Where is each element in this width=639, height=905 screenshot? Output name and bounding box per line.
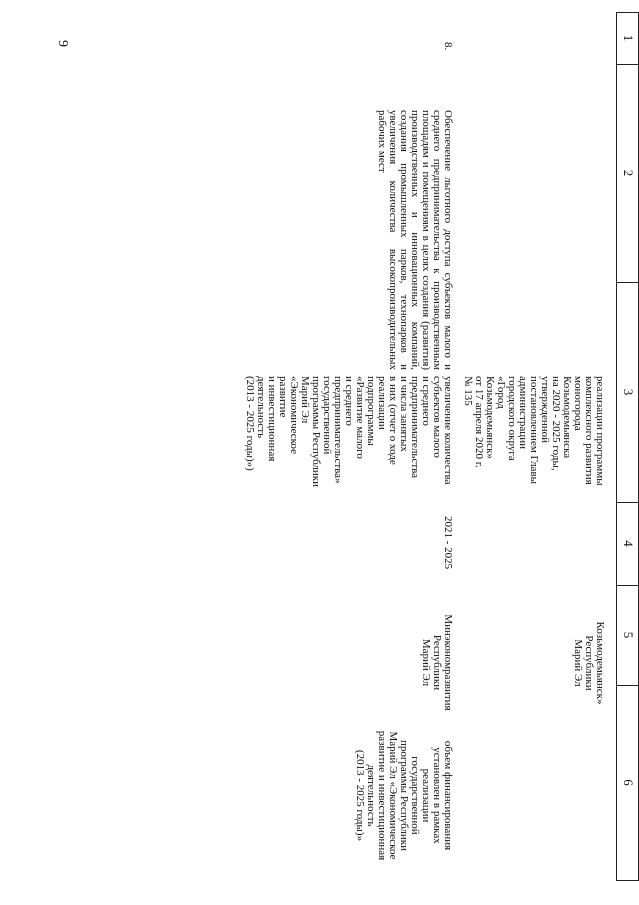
continuation-col5: Козьмодемьянск» Республики Марий Эл xyxy=(572,621,606,705)
header-divider xyxy=(617,880,639,881)
row8-financing: объем финансирования установлен в рамках реализации государственной программы Республики Марий Эл «Экономическое развитие и инвестиционная деятельность (2013 - 2025 годы)» xyxy=(354,730,454,861)
continuation-col3: реализации программы комплексного развития моногорода Козьмодемьянска на 2020 - 2025 годы, утвержденной постановлением Главы администрации городского округа «Город Козьмодемьянск» от 17 апреля 2020 г. № 135 xyxy=(462,376,606,486)
row8-period: 2021 - 2025 xyxy=(442,516,454,570)
header-col-6: 6 xyxy=(621,779,636,786)
header-col-2: 2 xyxy=(621,169,636,177)
row8-executor: Минэкономразвития Республики Марий Эл xyxy=(420,614,454,711)
page-number: 9 xyxy=(55,40,70,47)
header-col-4: 4 xyxy=(621,540,636,547)
row8-measure: Обеспечение льготного доступа субъектов малого и среднего предпринимательства к производственным площадям и помещениям в целях создания (развития) производственных и инновационных компаний, создания промышленных парков, технопарков и увеличения количества высокопроизводительных рабочих мест xyxy=(376,110,454,370)
header-col-3: 3 xyxy=(621,388,636,396)
row8-result: увеличение количества субъектов малого и среднего предпринимательства и числа занятых в них (отчет о ходе реализации подпрограммы «Развитие малого и среднего предпринимательства» государственной программы Республики Марий Эл «Экономическое развитие и инвестиционная деятельность (2013 - 2025 годы)») xyxy=(244,376,454,488)
row8-number: 8. xyxy=(442,42,454,51)
header-col-1: 1 xyxy=(621,34,636,42)
header-col-5: 5 xyxy=(621,631,636,639)
